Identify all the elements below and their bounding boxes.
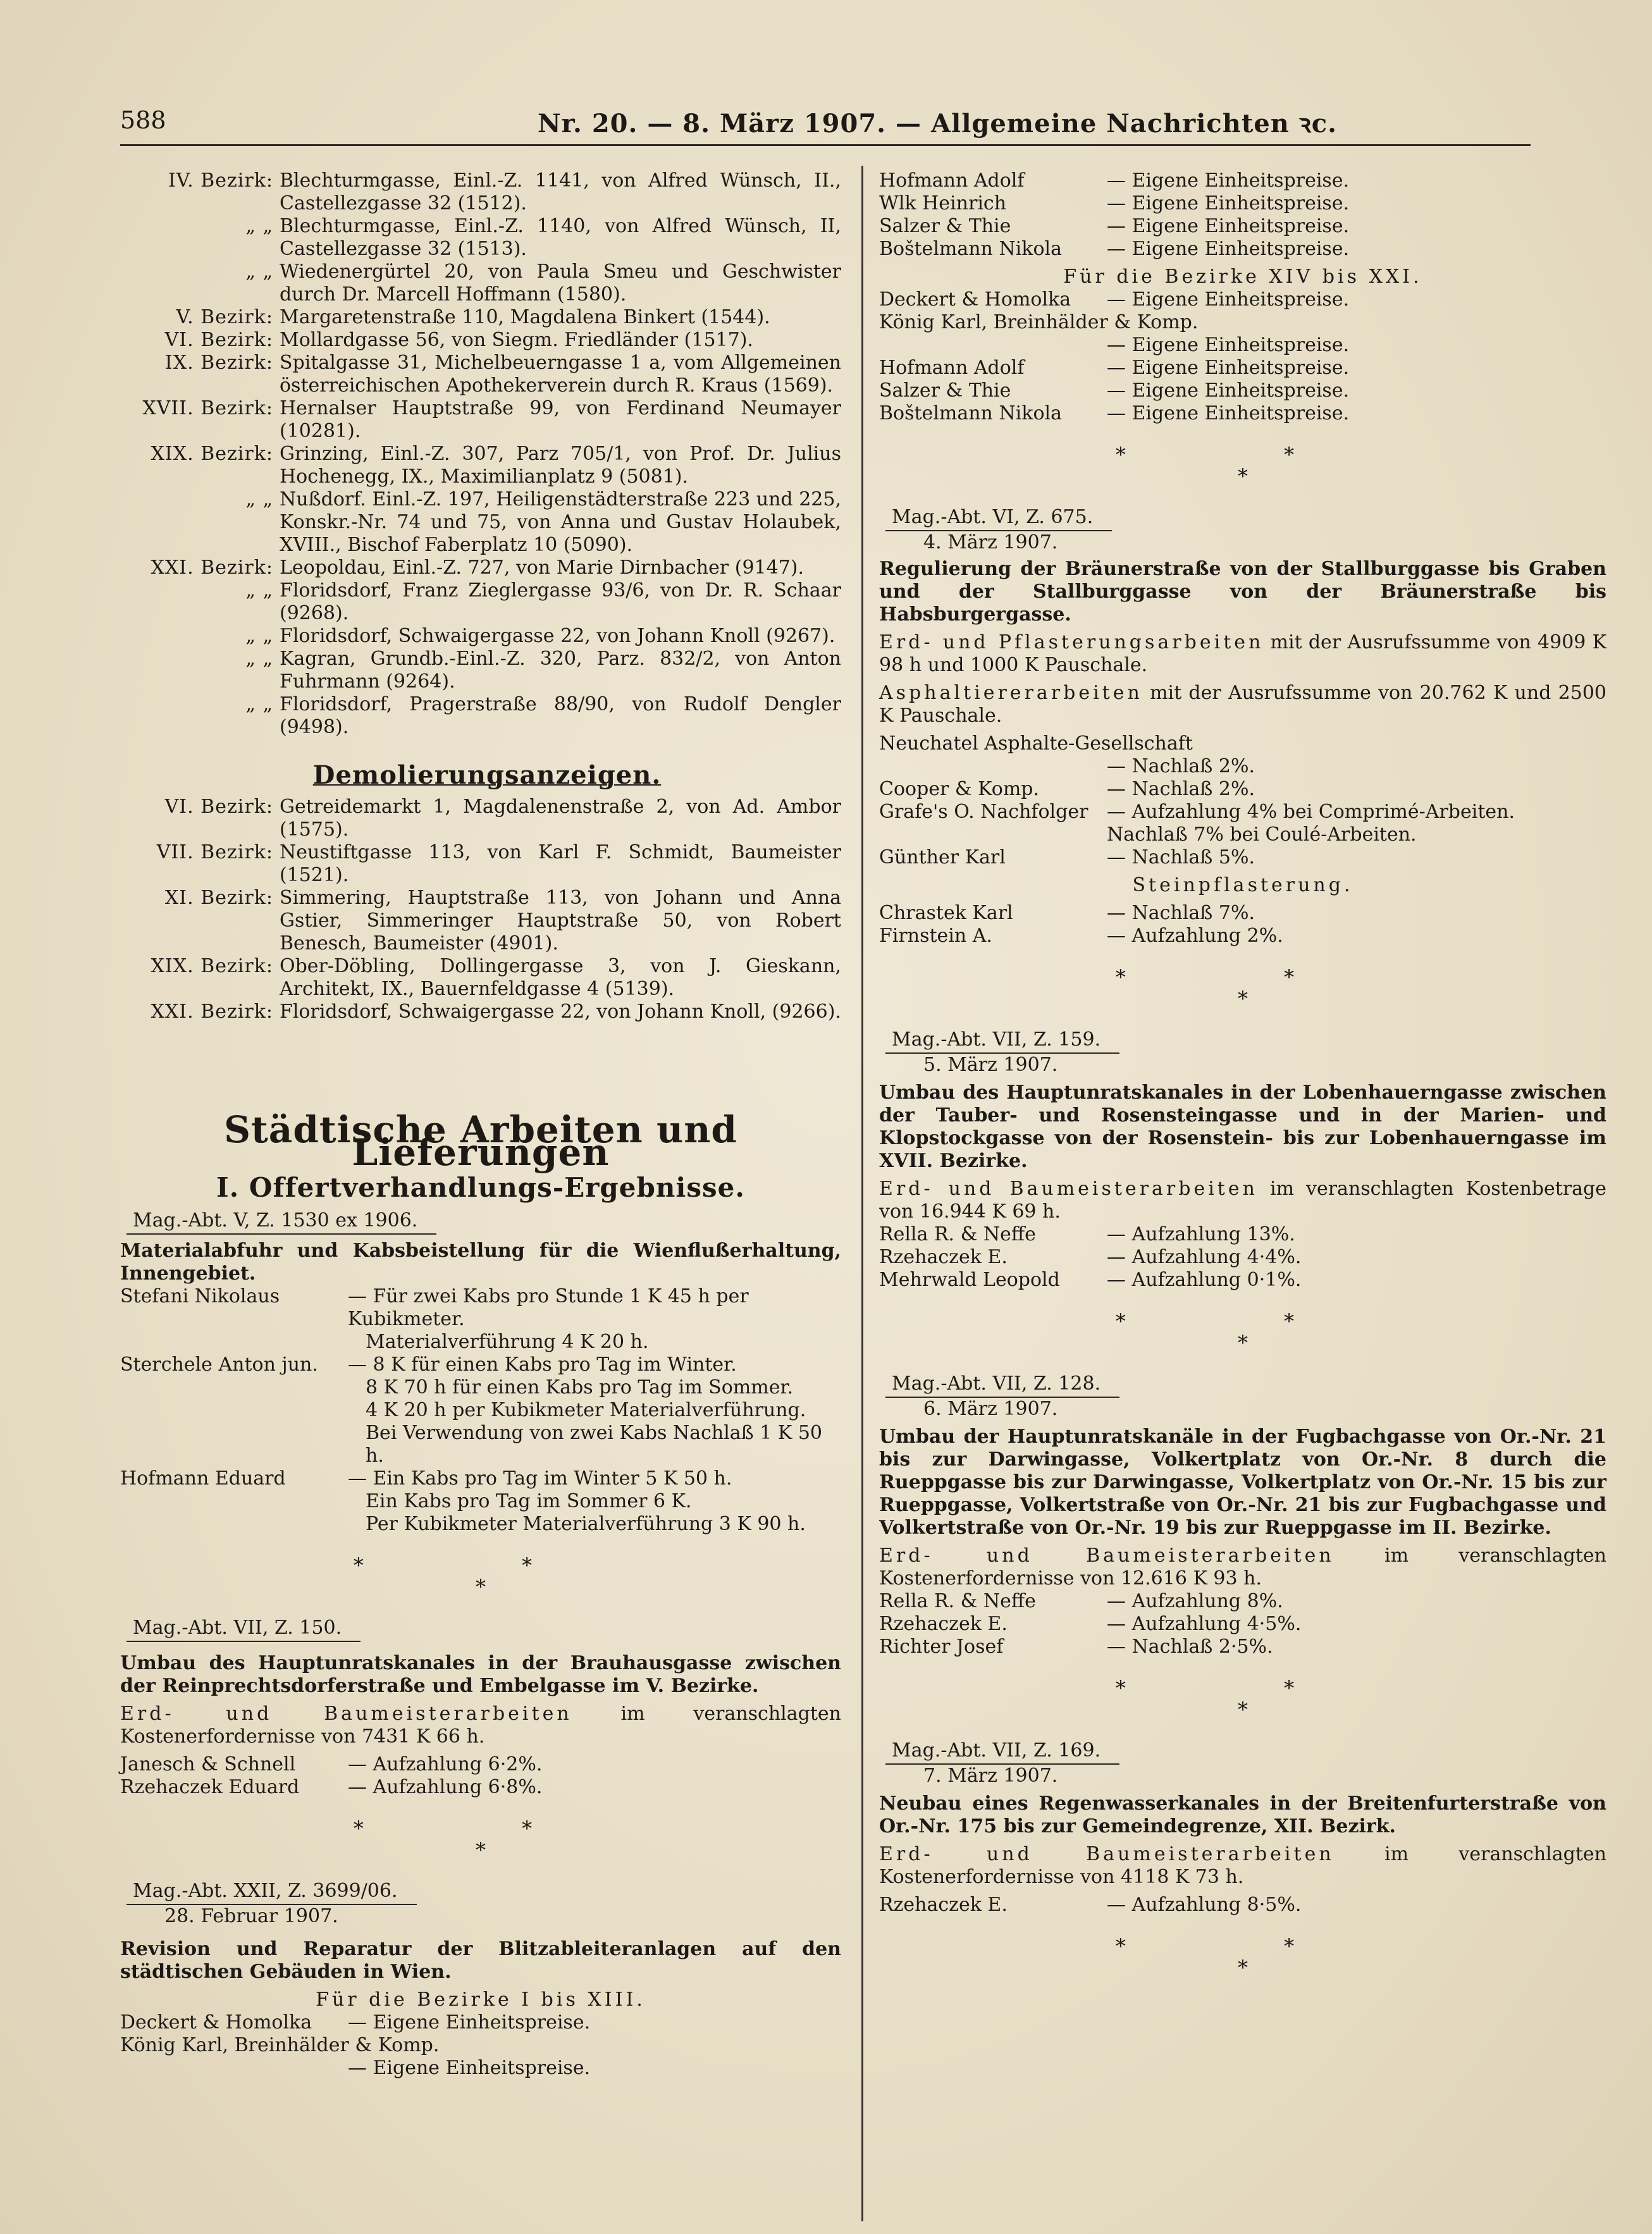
district-entry xyxy=(120,170,841,215)
district-entry xyxy=(120,796,841,841)
bid-value: Nachlaß 7% bei Coulé-Arbeiten. xyxy=(1107,824,1417,846)
tender-intro: Erd- und Baumeisterarbeiten im veranschlagten Kostenerfordernisse von 4118 K 73 h. xyxy=(879,1843,1606,1888)
bid-list xyxy=(120,2011,841,2080)
bid-row xyxy=(879,801,1606,824)
bidder-name: Sterchele Anton jun. xyxy=(120,1354,318,1376)
bid-value: — Aufzahlung 4% bei Comprimé-Arbeiten. xyxy=(1107,801,1515,823)
dept-reference: Mag.-Abt. XXII, Z. 3699/06. xyxy=(126,1880,417,1905)
bid-value: — Eigene Einheitspreise. xyxy=(1107,357,1350,379)
bid-row xyxy=(879,215,1606,238)
bidder-name: Chrastek Karl xyxy=(879,902,1013,924)
bid-row xyxy=(120,2057,841,2080)
bid-row xyxy=(879,238,1606,261)
separator-stars: * * * xyxy=(1115,443,1371,488)
bid-value: — Nachlaß 2·5%. xyxy=(1107,1636,1273,1658)
bid-value: — Für zwei Kabs pro Stunde 1 K 45 h per Kubikmeter. xyxy=(348,1285,749,1330)
district-entry xyxy=(120,579,841,625)
bid-row xyxy=(120,1422,841,1467)
bid-row xyxy=(879,1590,1606,1613)
district-list xyxy=(120,170,841,739)
district-label: IV. Bezirk: xyxy=(168,170,273,192)
bidder-name: Günther Karl xyxy=(879,846,1006,868)
district-label: XVII. Bezirk: xyxy=(142,397,273,419)
tender-title: Materialabfuhr und Kabsbeistellung für die Wienflußerhaltung, Innengebiet. xyxy=(120,1240,841,1285)
bid-row xyxy=(879,1636,1606,1658)
bid-row xyxy=(879,288,1606,311)
header-rule xyxy=(120,144,1531,146)
entry-text: Hernalser Hauptstraße 99, von Ferdinand Neumayer (10281). xyxy=(280,397,841,442)
district-entry xyxy=(120,1001,841,1023)
district-entry xyxy=(120,261,841,306)
bidder-name xyxy=(120,1422,348,1467)
bid-row xyxy=(879,402,1606,425)
district-label: „ „ xyxy=(245,625,273,647)
bid-row xyxy=(120,1776,841,1799)
district-label: VI. Bezirk: xyxy=(164,796,273,818)
bid-row xyxy=(879,380,1606,402)
bid-list xyxy=(879,288,1606,425)
entry-text: Mollardgasse 56, von Siegm. Friedländer (1517). xyxy=(280,329,753,351)
bidder-name: Wlk Heinrich xyxy=(879,192,1007,214)
bid-list xyxy=(879,1223,1606,1292)
bidder-name: Deckert & Homolka xyxy=(879,288,1071,311)
tender-date: 6. März 1907. xyxy=(923,1398,1058,1420)
bidder-name xyxy=(120,2057,348,2080)
district-label: „ „ xyxy=(245,693,273,715)
entry-text: Floridsdorf, Pragerstraße 88/90, von Rudolf Dengler (9498). xyxy=(280,693,841,738)
bidder-name: Firnstein A. xyxy=(879,925,992,947)
bidder-name: Rella R. & Neffe xyxy=(879,1223,1036,1245)
left-column xyxy=(120,170,841,2080)
bid-value: — Aufzahlung 6·2%. xyxy=(348,1753,543,1775)
bid-value: — Eigene Einheitspreise. xyxy=(348,2011,591,2033)
district-label: IX. Bezirk: xyxy=(164,352,273,374)
tender-block xyxy=(879,506,1606,947)
district-entry xyxy=(120,488,841,557)
bid-value: — Nachlaß 2%. xyxy=(1107,755,1255,777)
entry-text: Margaretenstraße 110, Magdalena Binkert (1544). xyxy=(280,306,770,328)
bid-value: — Aufzahlung 4·5%. xyxy=(1107,1613,1302,1635)
entry-text: Simmering, Hauptstraße 113, von Johann und Anna Gstier, Simmeringer Hauptstraße 50, von Robert Benesch, Baumeister (4901). xyxy=(280,887,841,954)
district-label: „ „ xyxy=(245,261,273,283)
tender-date: 28. Februar 1907. xyxy=(164,1905,338,1927)
demolition-list xyxy=(120,796,841,1023)
bidder-name xyxy=(879,334,1107,357)
bidder-name: Boštelmann Nikola xyxy=(879,238,1062,260)
entry-text: Getreidemarkt 1, Magdalenenstraße 2, von Ad. Ambor (1575). xyxy=(280,796,841,841)
bid-row xyxy=(879,846,1606,869)
district-entry xyxy=(120,397,841,443)
bid-row xyxy=(120,1513,841,1536)
right-column xyxy=(879,170,1606,1997)
tender-intro: Erd- und Baumeisterarbeiten im veranschlagten Kostenerfordernisse von 12.616 K 93 h. xyxy=(879,1545,1606,1589)
district-entry xyxy=(120,955,841,1001)
entry-text: Blechturmgasse, Einl.-Z. 1141, von Alfred Wünsch, II., Castellezgasse 32 (1512). xyxy=(280,170,841,214)
bid-row xyxy=(120,2011,841,2034)
bid-row xyxy=(879,170,1606,192)
bid-value: Ein Kabs pro Tag im Sommer 6 K. xyxy=(366,1490,692,1512)
bidder-name: König Karl, Breinhälder & Komp. xyxy=(120,2034,440,2056)
bidder-name: Boštelmann Nikola xyxy=(879,402,1062,424)
district-entry xyxy=(120,648,841,693)
bid-value: — Eigene Einheitspreise. xyxy=(1107,215,1350,237)
bidder-name: Salzer & Thie xyxy=(879,380,1011,402)
entry-text: Leopoldau, Einl.-Z. 727, von Marie Dirnbacher (9147). xyxy=(280,557,804,579)
entry-text: Ober-Döbling, Dollingergasse 3, von J. Gieskann, Architekt, IX., Bauernfeldgasse 4 (5139). xyxy=(280,955,841,1000)
district-label: XI. Bezirk: xyxy=(164,887,273,909)
tender-intro: Asphaltiererarbeiten mit der Ausrufssumme von 20.762 K und 2500 K Pauschale. xyxy=(879,682,1606,727)
bidder-name: Salzer & Thie xyxy=(879,215,1011,237)
district-entry xyxy=(120,625,841,648)
bid-value: — Eigene Einheitspreise. xyxy=(1107,288,1350,311)
page-header xyxy=(120,101,1531,145)
separator-stars: * * * xyxy=(1115,1309,1371,1355)
bid-value: — Aufzahlung 8·5%. xyxy=(1107,1894,1302,1916)
bidder-name: König Karl, Breinhälder & Komp. xyxy=(879,311,1199,333)
bid-row xyxy=(120,2034,841,2057)
tender-date: 5. März 1907. xyxy=(923,1054,1058,1076)
bid-value: 4 K 20 h per Kubikmeter Materialverführung. xyxy=(366,1399,806,1421)
dept-reference: Mag.-Abt. VII, Z. 150. xyxy=(126,1617,361,1642)
entry-text: Wiedenergürtel 20, von Paula Smeu und Geschwister durch Dr. Marcell Hoffmann (1580). xyxy=(280,261,841,305)
bid-row xyxy=(120,1376,841,1399)
separator-stars: * * * xyxy=(1115,1934,1371,1980)
bid-value: — Ein Kabs pro Tag im Winter 5 K 50 h. xyxy=(348,1467,732,1490)
bid-row xyxy=(120,1753,841,1776)
bid-value: — Eigene Einheitspreise. xyxy=(348,2057,591,2079)
tender-subhead: Steinpflasterung. xyxy=(1132,874,1353,896)
dept-reference: Mag.-Abt. VII, Z. 128. xyxy=(885,1373,1119,1398)
tender-block xyxy=(879,1373,1606,1658)
tender-title: Umbau des Hauptunratskanales in der Lobenhauerngasse zwischen der Tauber- und Rosensteingasse und in der Marien- und Klopstockgasse von der Rosenstein- bis zur Lobenhauerngasse im XVII. Bezirke. xyxy=(879,1082,1606,1172)
tender-block xyxy=(120,1617,841,1799)
bidder-name: Rzehaczek E. xyxy=(879,1613,1008,1635)
bid-row xyxy=(879,1269,1606,1292)
bidder-name: Rzehaczek E. xyxy=(879,1894,1008,1916)
bid-row xyxy=(879,755,1606,778)
tender-subhead: Für die Bezirke XIV bis XXI. xyxy=(1063,266,1422,288)
district-label: XIX. Bezirk: xyxy=(151,955,273,977)
tender-block xyxy=(879,1739,1606,1916)
district-label: „ „ xyxy=(245,648,273,670)
bid-row xyxy=(120,1467,841,1490)
bidder-name xyxy=(120,1376,348,1399)
demolition-heading: Demolierungsanzeigen. xyxy=(312,760,662,790)
tender-title: Regulierung der Bräunerstraße von der Stallburggasse bis Graben und der Stallburggasse von der Bräunerstraße bis Habsburgergasse. xyxy=(879,558,1606,626)
bid-row xyxy=(879,311,1606,334)
bid-value: — Eigene Einheitspreise. xyxy=(1107,192,1350,214)
bid-value xyxy=(439,2034,841,2057)
bidder-name xyxy=(879,755,1107,778)
entry-text: Spitalgasse 31, Michelbeuerngasse 1 a, vom Allgemeinen österreichischen Apothekerverein durch R. Kraus (1569). xyxy=(280,352,841,397)
tender-date: 4. März 1907. xyxy=(923,531,1058,553)
bid-row xyxy=(879,925,1606,947)
bid-value: — Aufzahlung 4·4%. xyxy=(1107,1246,1302,1268)
bidder-name: Janesch & Schnell xyxy=(120,1753,296,1775)
bidder-name xyxy=(120,1513,348,1536)
entry-text: Blechturmgasse, Einl.-Z. 1140, von Alfred Wünsch, II, Castellezgasse 32 (1513). xyxy=(280,215,841,260)
district-label: V. Bezirk: xyxy=(176,306,273,328)
bidder-name xyxy=(120,1331,348,1354)
district-label: VI. Bezirk: xyxy=(164,329,273,351)
district-label: „ „ xyxy=(245,215,273,237)
separator-stars: * * * xyxy=(353,1817,608,1862)
dept-reference: Mag.-Abt. V, Z. 1530 ex 1906. xyxy=(126,1209,436,1235)
entry-text: Floridsdorf, Schwaigergasse 22, von Johann Knoll (9267). xyxy=(280,625,835,647)
tender-subhead: Für die Bezirke I bis XIII. xyxy=(316,1989,646,2011)
bidder-name: Rzehaczek E. xyxy=(879,1246,1008,1268)
bid-list xyxy=(879,902,1606,947)
bid-value: — Eigene Einheitspreise. xyxy=(1107,402,1350,424)
tender-block xyxy=(120,1880,841,2080)
bidder-name: Stefani Nikolaus xyxy=(120,1285,280,1307)
bid-value: — Nachlaß 7%. xyxy=(1107,902,1255,924)
bid-value: — Aufzahlung 0·1%. xyxy=(1107,1269,1302,1291)
bidder-name: Grafe's O. Nachfolger xyxy=(879,801,1088,823)
bid-value: — Nachlaß 2%. xyxy=(1107,778,1255,800)
tender-intro: Erd- und Baumeisterarbeiten im veranschlagten Kostenerfordernisse von 7431 K 66 h. xyxy=(120,1703,841,1748)
dept-reference: Mag.-Abt. VII, Z. 169. xyxy=(885,1739,1119,1765)
bid-value: — Eigene Einheitspreise. xyxy=(1107,170,1350,192)
bid-row xyxy=(879,1894,1606,1916)
bidder-name xyxy=(120,1399,348,1422)
district-entry xyxy=(120,887,841,955)
bid-row xyxy=(879,902,1606,925)
bid-value: — 8 K für einen Kabs pro Tag im Winter. xyxy=(348,1354,737,1376)
entry-text: Nußdorf. Einl.-Z. 197, Heiligenstädterstraße 223 und 225, Konskr.-Nr. 74 und 75, von Anna und Gustav Holaubek, XVIII., Bischof Faberplatz 10 (5090). xyxy=(280,488,841,556)
section-heading: Städtische Arbeiten und Lieferungen xyxy=(224,1108,737,1174)
bid-list xyxy=(879,170,1606,261)
bid-value: — Aufzahlung 8%. xyxy=(1107,1590,1283,1612)
bid-row xyxy=(879,1613,1606,1636)
entry-text: Floridsdorf, Franz Zieglergasse 93/6, von Dr. R. Schaar (9268). xyxy=(280,579,841,624)
bid-value: — Aufzahlung 6·8%. xyxy=(348,1776,543,1798)
tender-title: Neubau eines Regenwasserkanales in der Breitenfurterstraße von Or.-Nr. 175 bis zur Gemeindegrenze, XII. Bezirk. xyxy=(879,1793,1606,1837)
tender-title: Revision und Reparatur der Blitzableiteranlagen auf den städtischen Gebäuden in Wien. xyxy=(120,1938,841,1983)
district-label: „ „ xyxy=(245,579,273,602)
bid-value xyxy=(1198,311,1606,334)
bidder-name: Rzehaczek Eduard xyxy=(120,1776,300,1798)
tender-title: Umbau des Hauptunratskanales in der Brauhausgasse zwischen der Reinprechtsdorferstraße und Embelgasse im V. Bezirke. xyxy=(120,1652,841,1697)
separator-stars: * * * xyxy=(1115,965,1371,1011)
bid-value: Bei Verwendung von zwei Kabs Nachlaß 1 K 50 h. xyxy=(366,1422,823,1467)
bid-list xyxy=(120,1753,841,1799)
bid-row xyxy=(120,1285,841,1331)
bid-row xyxy=(879,1223,1606,1246)
bidder-name: Mehrwald Leopold xyxy=(879,1269,1060,1291)
district-entry xyxy=(120,443,841,488)
bid-row xyxy=(120,1331,841,1354)
bid-value: — Aufzahlung 2%. xyxy=(1107,925,1283,947)
bid-list xyxy=(879,732,1606,869)
bid-value: 8 K 70 h für einen Kabs pro Tag im Sommer. xyxy=(366,1376,794,1398)
district-label: XIX. Bezirk: xyxy=(151,443,273,465)
bid-row xyxy=(120,1490,841,1513)
bid-list xyxy=(879,1590,1606,1658)
column-divider xyxy=(861,166,863,2221)
tender-intro: Erd- und Baumeisterarbeiten im veranschlagten Kostenbetrage von 16.944 K 69 h. xyxy=(879,1178,1606,1223)
running-title: Nr. 20. — 8. März 1907. — Allgemeine Nachrichten ꝛc. xyxy=(538,109,1338,139)
district-entry xyxy=(120,557,841,579)
district-entry xyxy=(120,841,841,887)
bidder-name: Deckert & Homolka xyxy=(120,2011,312,2033)
tender-block xyxy=(879,1028,1606,1292)
bidder-name: Richter Josef xyxy=(879,1636,1004,1658)
entry-text: Neustiftgasse 113, von Karl F. Schmidt, Baumeister (1521). xyxy=(280,841,841,886)
dept-reference: Mag.-Abt. VII, Z. 159. xyxy=(885,1028,1119,1054)
entry-text: Kagran, Grundb.-Einl.-Z. 320, Parz. 832/2, von Anton Fuhrmann (9264). xyxy=(280,648,841,693)
bid-row xyxy=(120,1399,841,1422)
bidder-name: Hofmann Eduard xyxy=(120,1467,286,1490)
district-label: „ „ xyxy=(245,488,273,510)
tender-intro: Erd- und Pflasterungsarbeiten mit der Ausrufssumme von 4909 K 98 h und 1000 K Pauschale. xyxy=(879,631,1607,676)
bid-list xyxy=(879,1894,1606,1916)
district-label: XXI. Bezirk: xyxy=(151,557,273,579)
entry-text: Floridsdorf, Schwaigergasse 22, von Johann Knoll, (9266). xyxy=(280,1001,841,1023)
subsection-heading: I. Offertverhandlungs-Ergebnisse. xyxy=(216,1172,745,1203)
bid-value: Per Kubikmeter Materialverführung 3 K 90 h. xyxy=(366,1513,806,1535)
bidder-name: Hofmann Adolf xyxy=(879,357,1025,379)
district-label: VII. Bezirk: xyxy=(156,841,273,863)
bid-row xyxy=(879,1246,1606,1269)
district-entry xyxy=(120,693,841,739)
separator-stars: * * * xyxy=(353,1553,608,1599)
bid-list xyxy=(120,1285,841,1536)
bidder-name xyxy=(120,1490,348,1513)
bid-value: — Eigene Einheitspreise. xyxy=(1107,380,1350,402)
bidder-name: Neuchatel Asphalte-Gesellschaft xyxy=(879,732,1193,755)
bid-row xyxy=(879,778,1606,801)
bid-row xyxy=(879,732,1606,755)
bid-value: — Nachlaß 5%. xyxy=(1107,846,1255,868)
bid-row xyxy=(879,824,1606,846)
bid-row xyxy=(120,1354,841,1376)
bidder-name: Cooper & Komp. xyxy=(879,778,1040,800)
district-entry xyxy=(120,215,841,261)
bid-row xyxy=(879,334,1606,357)
bidder-name: Rella R. & Neffe xyxy=(879,1590,1036,1612)
district-entry xyxy=(120,306,841,329)
dept-reference: Mag.-Abt. VI, Z. 675. xyxy=(885,506,1112,531)
bidder-name: Hofmann Adolf xyxy=(879,170,1025,192)
tender-title: Umbau der Hauptunratskanäle in der Fugbachgasse von Or.-Nr. 21 bis zur Darwingasse, Volkertplatz von Or.-Nr. 8 durch die Rueppgasse bis zur Darwingasse, Volkertplatz von Or.-Nr. 15 bis zur Rueppgasse, Volkertstraße von Or.-Nr. 21 bis zur Fugbachgasse und Volkertstraße von Or.-Nr. 19 bis zur Rueppgasse im II. Bezirke. xyxy=(879,1426,1606,1539)
separator-stars: * * * xyxy=(1115,1676,1371,1722)
bid-value: — Eigene Einheitspreise. xyxy=(1107,238,1350,260)
district-entry xyxy=(120,352,841,397)
bidder-name xyxy=(879,824,1107,846)
district-label: XXI. Bezirk: xyxy=(151,1001,273,1023)
bid-row xyxy=(879,192,1606,215)
bid-row xyxy=(879,357,1606,380)
bid-value: Materialverführung 4 K 20 h. xyxy=(366,1331,649,1353)
bid-value: — Aufzahlung 13%. xyxy=(1107,1223,1295,1245)
tender-block xyxy=(120,1209,841,1536)
district-entry xyxy=(120,329,841,352)
tender-date: 7. März 1907. xyxy=(923,1765,1058,1787)
page-number: 588 xyxy=(120,106,166,134)
bid-value xyxy=(1193,732,1606,755)
entry-text: Grinzing, Einl.-Z. 307, Parz 705/1, von Prof. Dr. Julius Hochenegg, IX., Maximilianplatz 9 (5081). xyxy=(280,443,841,488)
bid-value: — Eigene Einheitspreise. xyxy=(1107,334,1350,356)
